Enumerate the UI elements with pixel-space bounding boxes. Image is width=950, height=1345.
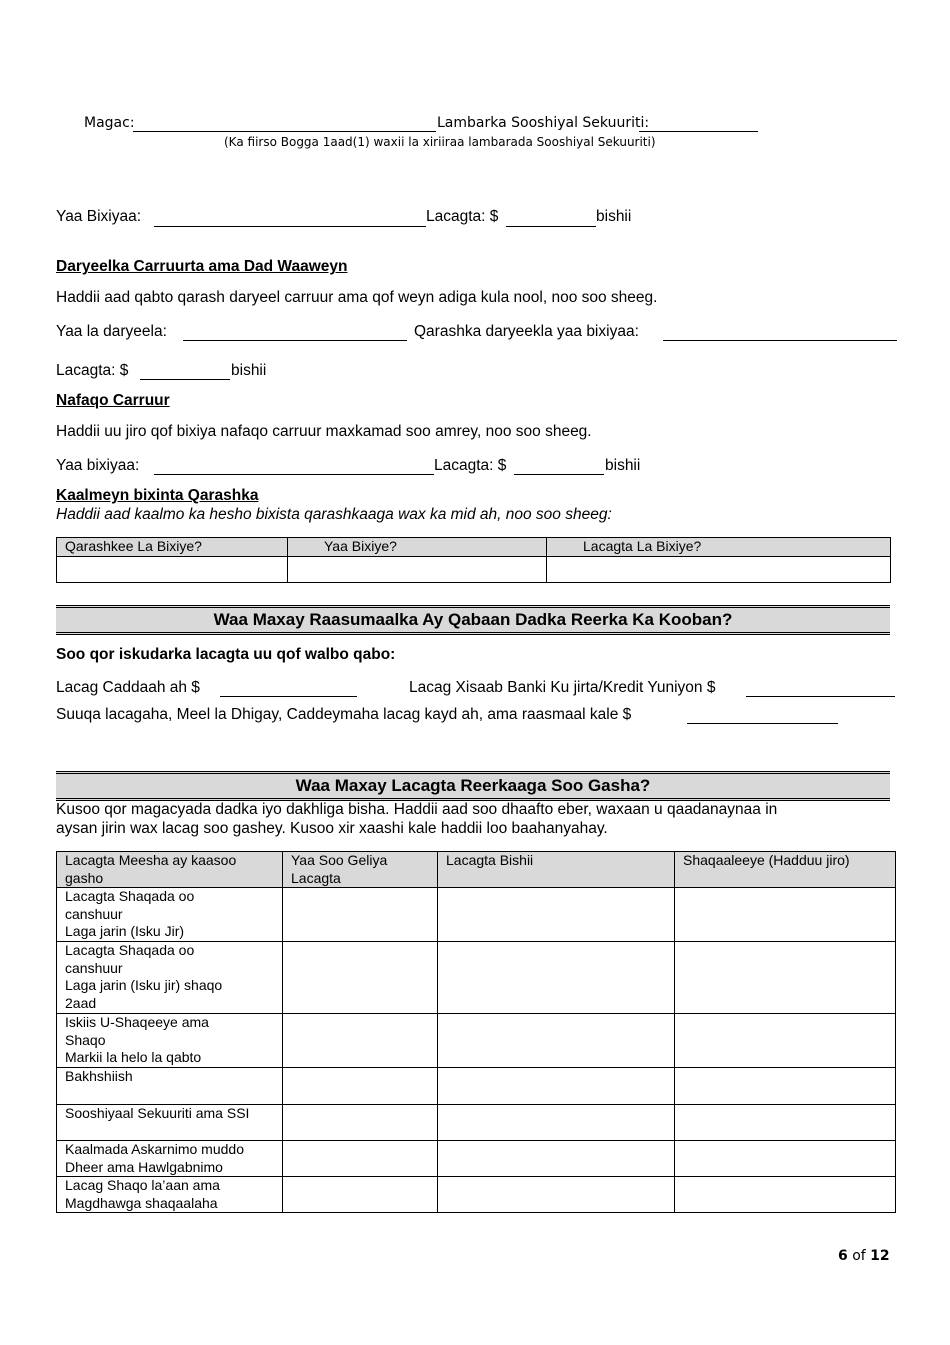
care-paid-by-label: Qarashka daryeekla yaa bixiyaa: [414, 323, 639, 340]
row-source-l2: Shaqo [65, 1031, 106, 1048]
row-source-l1: Kaalmada Askarnimo muddo [65, 1141, 244, 1157]
col-who-l1: Yaa Soo Geliya [291, 852, 388, 868]
employer-cell[interactable] [675, 1068, 896, 1105]
who-cell[interactable] [283, 888, 438, 942]
row-source-l2: Dheer ama Hawlgabnimo [65, 1158, 223, 1175]
expense-cell[interactable] [57, 557, 288, 583]
cash-field[interactable] [220, 696, 357, 697]
table-row [57, 1014, 896, 1068]
employer-cell[interactable] [675, 1105, 896, 1141]
child-support-title: Nafaqo Carruur [56, 392, 170, 409]
amount-label: Lacagta: $ [426, 208, 499, 225]
paid-to-field[interactable] [154, 226, 426, 227]
row-source-l1: Lacagta Shaqada oo [65, 888, 195, 904]
row-source-l3: Laga jarin (Isku Jir) [65, 923, 185, 939]
row-source [57, 942, 283, 1014]
row-source-l1: Lacag Shaqo la’aan ama [65, 1177, 220, 1193]
income-title: Waa Maxay Lacagta Reerkaaga Soo Gasha? [56, 771, 890, 801]
income-table [56, 851, 896, 1213]
expense-help-table [56, 537, 891, 583]
monthly-cell[interactable] [438, 1141, 675, 1177]
amount-field[interactable] [506, 226, 596, 227]
who-cell[interactable] [283, 1014, 438, 1068]
current-page: 6 [838, 1248, 848, 1264]
table-row [57, 888, 896, 942]
col-expense: Qarashkee La Bixiye? [57, 538, 288, 557]
income-instruction-1: Kusoo qor magacyada dadka iyo dakhliga bisha. Haddii aad soo dhaafto eber, waxaan u qaadanaynaa in [56, 801, 778, 818]
support-amount-field[interactable] [514, 474, 604, 475]
row-source-l1: Sooshiyaal Sekuuriti ama SSI [65, 1105, 250, 1121]
row-source-l2: canshuur [65, 959, 123, 976]
employer-cell[interactable] [675, 1177, 896, 1213]
bank-label: Lacag Xisaab Banki Ku jirta/Kredit Yuniyon $ [409, 679, 716, 696]
support-month-label: bishii [605, 457, 641, 474]
col-amount-paid: Lacagta La Bixiye? [547, 538, 891, 557]
row-source-l1: Bakhshiish [65, 1068, 133, 1084]
col-source-l2: gasho [65, 869, 104, 886]
name-field[interactable] [133, 131, 436, 132]
col-employer: Shaqaaleeye (Hadduu jiro) [675, 852, 896, 888]
month-label: bishii [596, 208, 632, 225]
care-paid-by-field[interactable] [663, 340, 897, 341]
col-source [57, 852, 283, 888]
row-source [57, 888, 283, 942]
support-paid-by-field[interactable] [154, 474, 434, 475]
row-source [57, 1068, 283, 1105]
expense-help-title: Kaalmeyn bixinta Qarashka [56, 487, 259, 504]
row-source-l3: Markii la helo la qabto [65, 1049, 202, 1065]
row-source-l2: Magdhawga shaqaalaha [65, 1194, 218, 1211]
other-assets-label: Suuqa lacagaha, Meel la Dhigay, Caddeymaha lacag kayd ah, ama raasmaal kale $ [56, 706, 632, 723]
dependent-care-title: Daryeelka Carruurta ama Dad Waaweyn [56, 258, 348, 275]
col-who-l2: Lacagta [291, 869, 341, 886]
support-paid-by-label: Yaa bixiyaa: [56, 457, 140, 474]
row-source-l4: 2aad [65, 994, 97, 1011]
care-month-label: bishii [231, 362, 267, 379]
monthly-cell[interactable] [438, 1068, 675, 1105]
cared-for-label: Yaa la daryeela: [56, 323, 167, 340]
col-payer: Yaa Bixiye? [288, 538, 547, 557]
ssn-field[interactable] [639, 131, 758, 132]
employer-cell[interactable] [675, 1014, 896, 1068]
table-row [57, 1177, 896, 1213]
cash-label: Lacag Caddaah ah $ [56, 679, 200, 696]
row-source [57, 1141, 283, 1177]
who-cell[interactable] [283, 1177, 438, 1213]
col-source-l1: Lacagta Meesha ay kaasoo [65, 852, 237, 868]
row-source [57, 1177, 283, 1213]
table-row [57, 1068, 896, 1105]
who-cell[interactable] [283, 942, 438, 1014]
row-source-l3: Laga jarin (Isku jir) shaqo [65, 977, 223, 993]
support-amount-label: Lacagta: $ [434, 457, 507, 474]
col-who [283, 852, 438, 888]
row-source [57, 1105, 283, 1141]
row-source [57, 1014, 283, 1068]
dependent-care-instruction: Haddii aad qabto qarash daryeel carruur ama qof weyn adiga kula nool, noo soo sheeg. [56, 289, 658, 306]
other-assets-field[interactable] [687, 723, 838, 724]
cared-for-field[interactable] [183, 340, 407, 341]
page-of: of [852, 1248, 866, 1264]
row-source-l1: Lacagta Shaqada oo [65, 942, 195, 958]
employer-cell[interactable] [675, 942, 896, 1014]
assets-title: Waa Maxay Raasumaalka Ay Qabaan Dadka Reerka Ka Kooban? [56, 605, 890, 635]
payer-cell[interactable] [288, 557, 547, 583]
ssn-note: (Ka fiirso Bogga 1aad(1) waxii la xiriiraa lambarada Sooshiyal Sekuuriti) [224, 135, 656, 149]
employer-cell[interactable] [675, 1141, 896, 1177]
who-cell[interactable] [283, 1141, 438, 1177]
employer-cell[interactable] [675, 888, 896, 942]
ssn-label: Lambarka Sooshiyal Sekuuriti: [437, 115, 650, 131]
who-cell[interactable] [283, 1105, 438, 1141]
row-source-l2: canshuur [65, 905, 123, 922]
page-number [838, 1248, 890, 1264]
table-row [57, 1141, 896, 1177]
monthly-cell[interactable] [438, 942, 675, 1014]
table-row [57, 1105, 896, 1141]
monthly-cell[interactable] [438, 1105, 675, 1141]
col-monthly: Lacagta Bishii [438, 852, 675, 888]
name-label: Magac: [84, 115, 135, 131]
child-support-instruction: Haddii uu jiro qof bixiya nafaqo carruur maxkamad soo amrey, noo soo sheeg. [56, 423, 592, 440]
bank-field[interactable] [746, 696, 895, 697]
assets-instruction: Soo qor iskudarka lacagta uu qof walbo qabo: [56, 646, 396, 663]
monthly-cell[interactable] [438, 888, 675, 942]
who-cell[interactable] [283, 1068, 438, 1105]
care-amount-label: Lacagta: $ [56, 362, 129, 379]
expense-help-instruction: Haddii aad kaalmo ka hesho bixista qarashkaaga wax ka mid ah, noo soo sheeg: [56, 506, 612, 523]
income-instruction-2: aysan jirin wax lacag soo gashey. Kusoo xir xaashi kale haddii loo baahanyahay. [56, 820, 608, 837]
monthly-cell[interactable] [438, 1014, 675, 1068]
paid-to-label: Yaa Bixiyaa: [56, 208, 142, 225]
monthly-cell[interactable] [438, 1177, 675, 1213]
row-source-l1: Iskiis U-Shaqeeye ama [65, 1014, 209, 1030]
amount-paid-cell[interactable] [547, 557, 891, 583]
care-amount-field[interactable] [140, 379, 230, 380]
total-pages: 12 [870, 1248, 890, 1264]
table-row [57, 942, 896, 1014]
